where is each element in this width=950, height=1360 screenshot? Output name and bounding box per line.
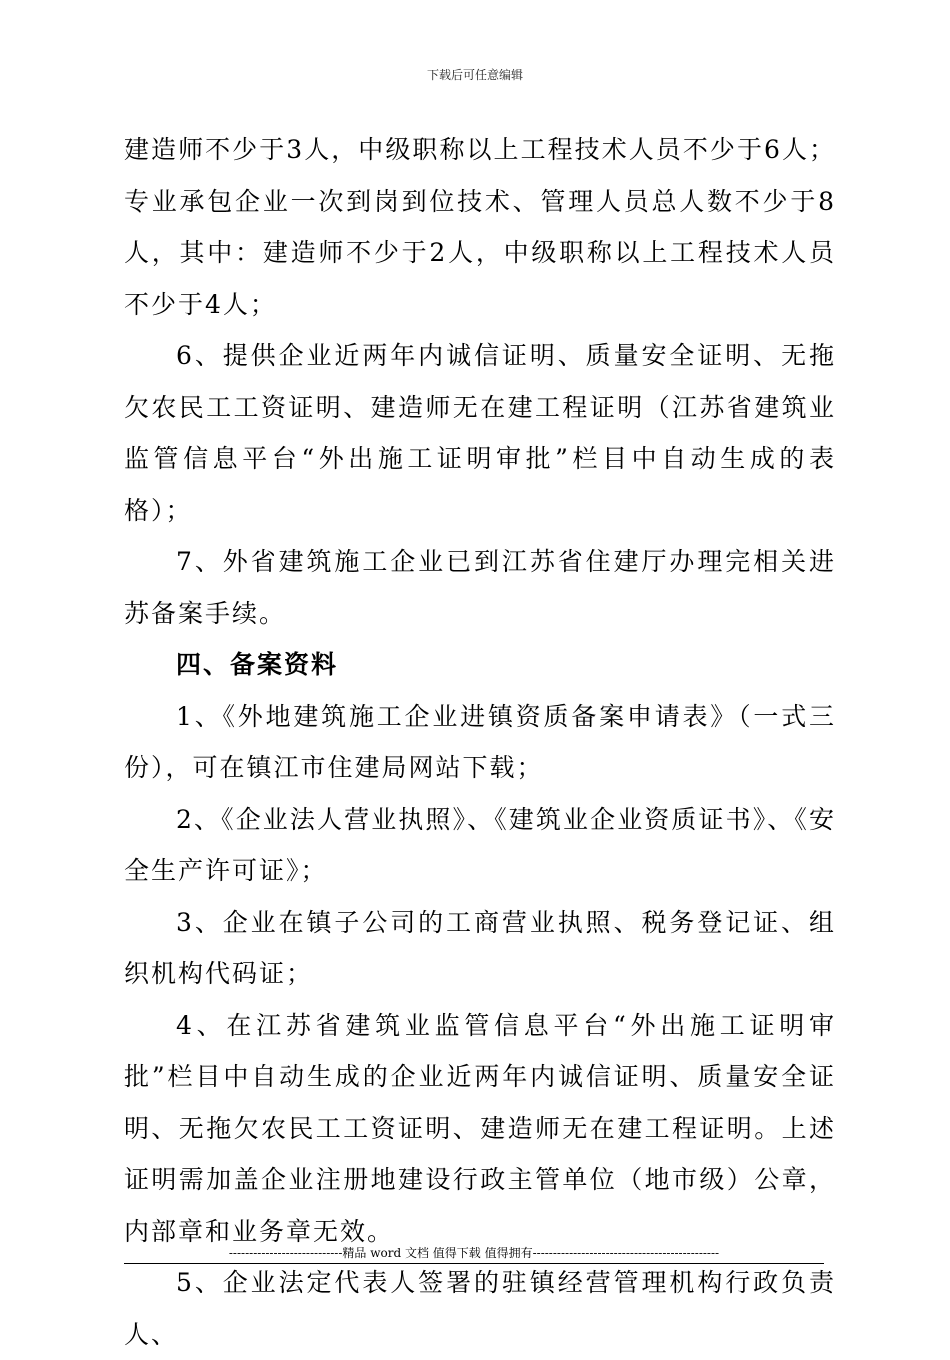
section-heading-filing-materials: 四、备案资料 (176, 650, 339, 679)
paragraph-material-2: 2、《企业法人营业执照》、《建筑业企业资质证书》、《安全生产许可证》； (124, 804, 836, 885)
page-header: 下载后可任意编辑 (426, 68, 523, 82)
document-body (124, 124, 836, 1360)
paragraph-requirements-continued: 建造师不少于3人，中级职称以上工程技术人员不少于6人；专业承包企业一次到岗到位技术、管理人员总人数不少于8人，其中：建造师不少于2人，中级职称以上工程技术人员不少于4人； (124, 135, 836, 319)
paragraph-item-6: 6、提供企业近两年内诚信证明、质量安全证明、无拖欠农民工工资证明、建造师无在建工程证明（江苏省建筑业监管信息平台“外出施工证明审批”栏目中自动生成的表格）； (124, 341, 836, 525)
paragraph-material-4: 4、在江苏省建筑业监管信息平台“外出施工证明审批”栏目中自动生成的企业近两年内诚信证明、质量安全证明、无拖欠农民工工资证明、建造师无在建工程证明。上述证明需加盖企业注册地建设行政主管单位（地市级）公章，内部章和业务章无效。 (124, 1010, 836, 1246)
page-footer: ----------------------------精品 word 文档 值得下载 值得拥有---------------------------------------------- (228, 1246, 720, 1260)
paragraph-item-7: 7、外省建筑施工企业已到江苏省住建厅办理完相关进苏备案手续。 (124, 547, 836, 628)
paragraph-material-5: 5、企业法定代表人签署的驻镇经营管理机构行政负责人、 (124, 1268, 836, 1349)
paragraph-material-1: 1、《外地建筑施工企业进镇资质备案申请表》（一式三份），可在镇江市住建局网站下载； (124, 701, 836, 782)
footer-divider (124, 1263, 824, 1264)
paragraph-material-3: 3、企业在镇子公司的工商营业执照、税务登记证、组织机构代码证； (124, 907, 836, 988)
